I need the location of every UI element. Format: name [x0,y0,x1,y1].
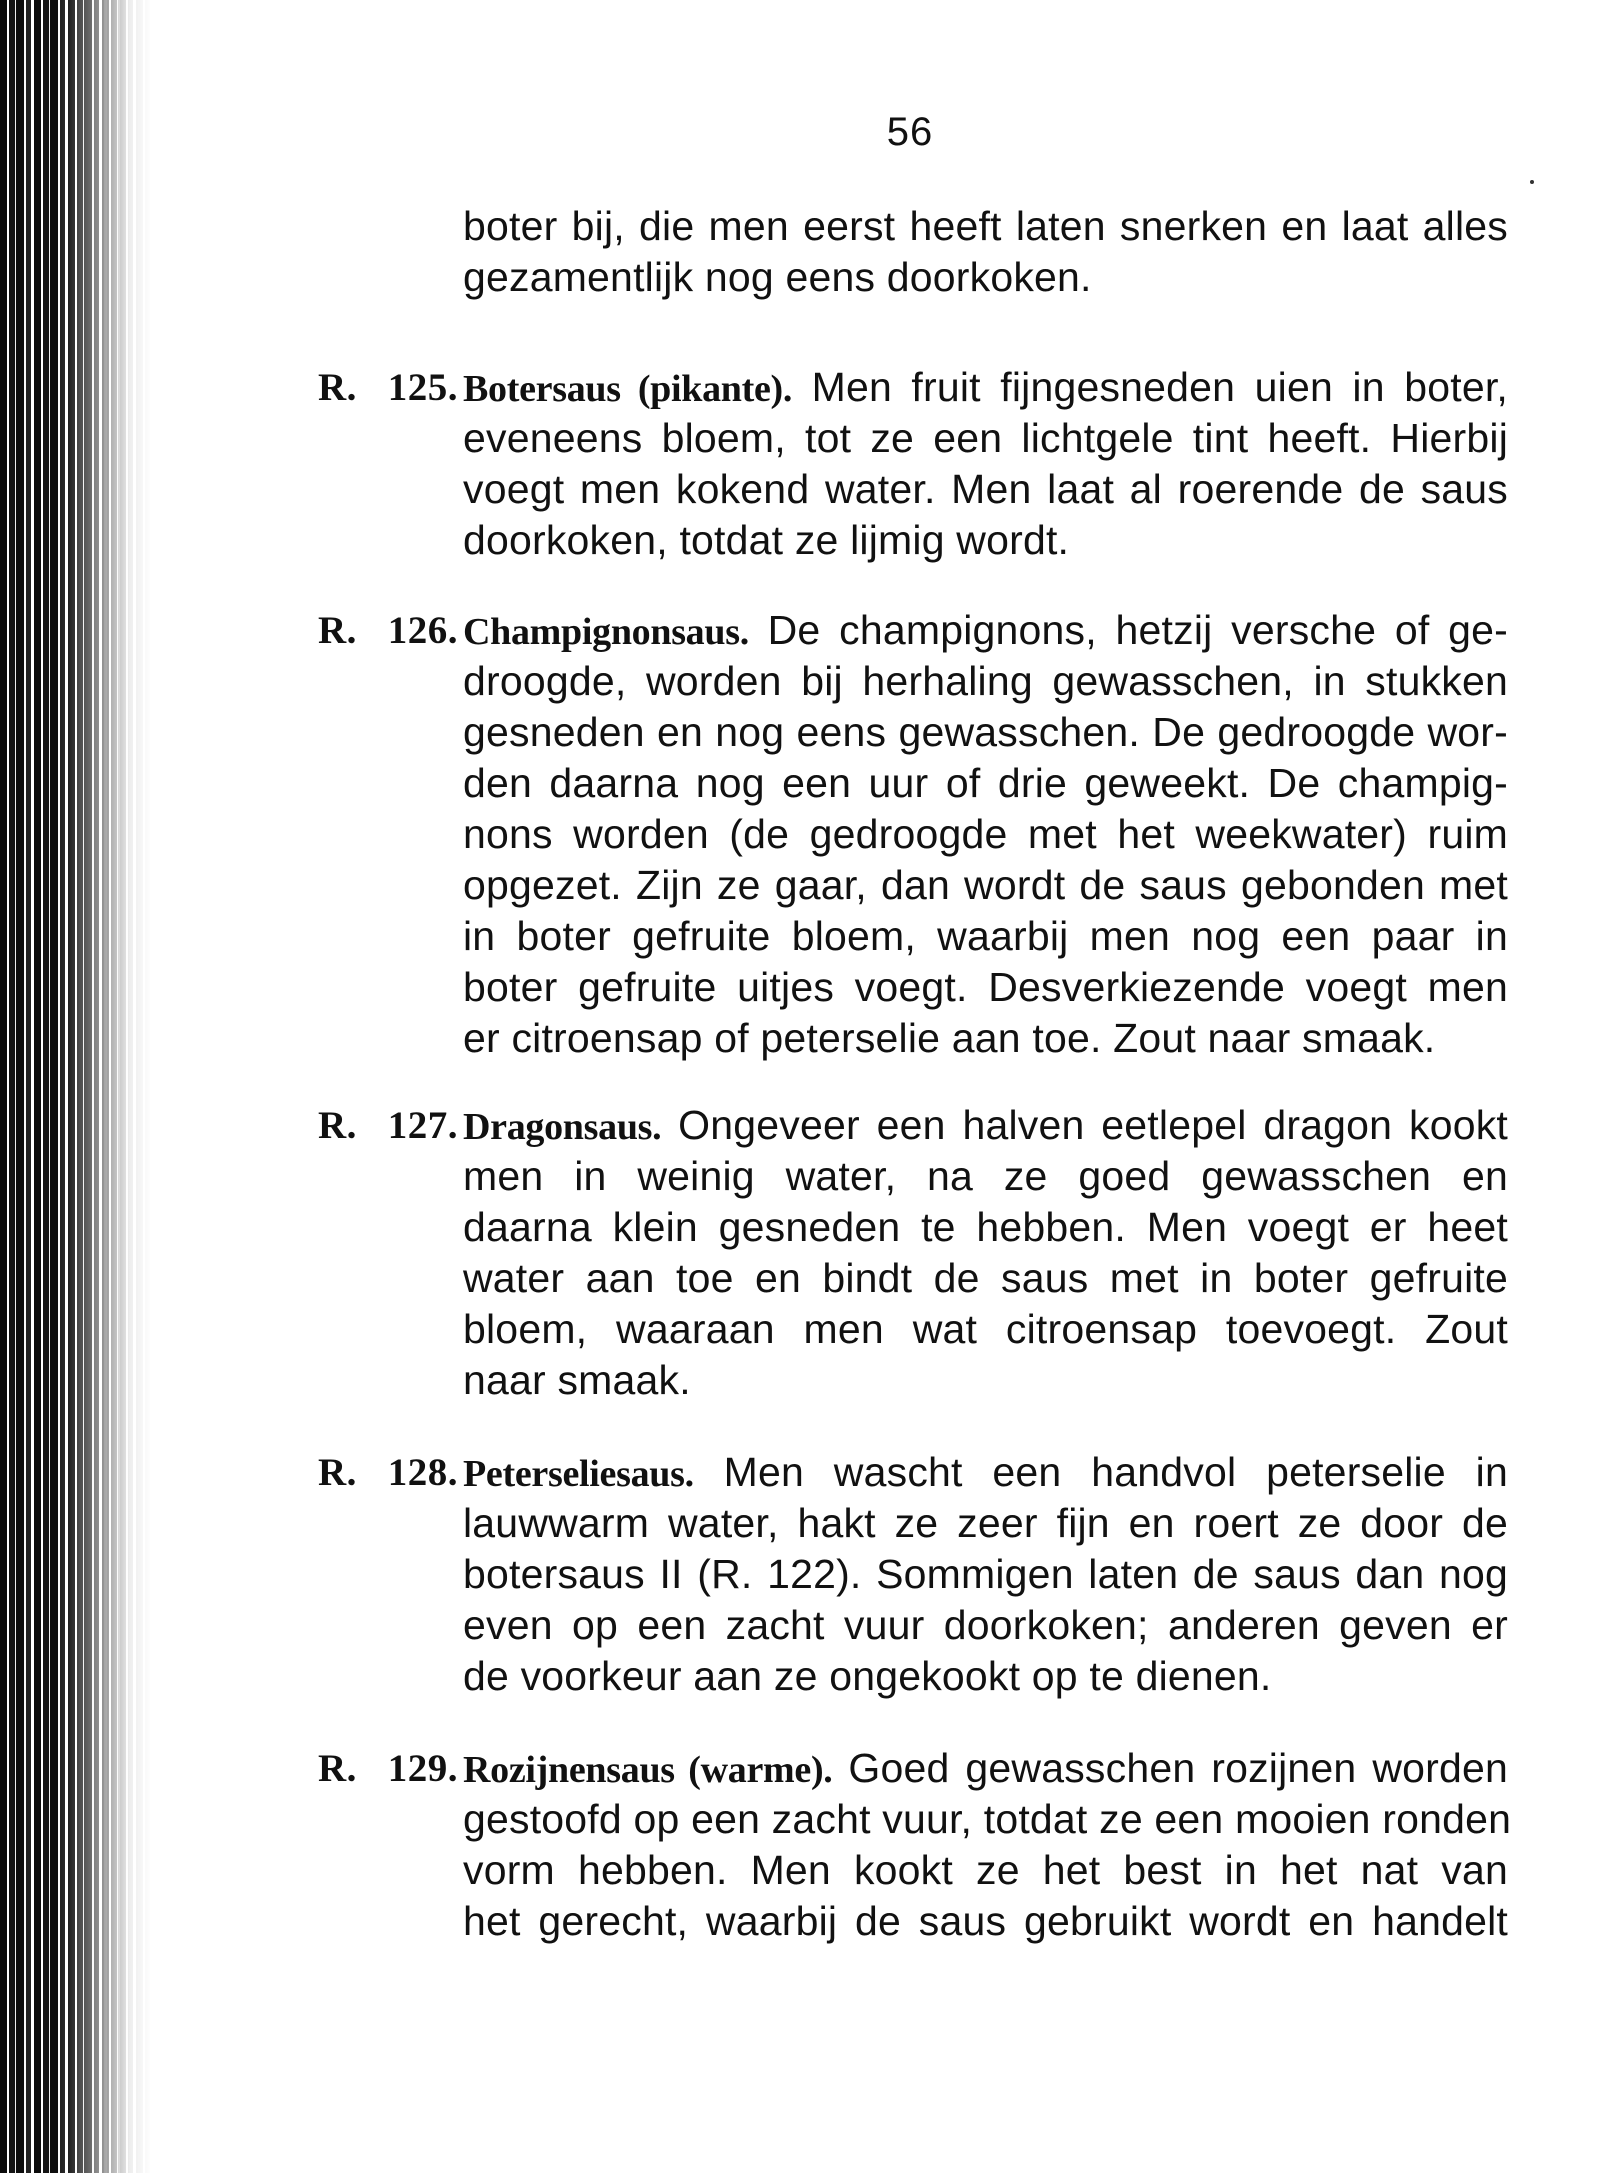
scan-speck [1530,180,1534,184]
recipe-title: Dragonsaus. [463,1106,662,1148]
text-line: doorkoken, totdat ze lijmig wordt. [463,517,1070,563]
text-line: naar smaak. [463,1357,691,1403]
text-line [463,1743,1508,1794]
text-line: gestoofd op een zacht vuur, totdat ze een mooien ronden [463,1796,1512,1842]
text-line: water aan toe en bindt de saus met in boter gefruite [463,1255,1508,1301]
recipe-body [463,605,1508,1064]
recipe-number: R. 129. [318,1747,458,1790]
text-line: nons worden (de gedroogde met het weekwater) ruim [463,811,1508,857]
recipe-title: Peterseliesaus. [463,1453,694,1495]
text-line [463,1100,1508,1151]
recipe-number: R. 127. [318,1104,458,1147]
text-line: voegt men kokend water. Men laat al roerende de saus [463,466,1508,512]
text-line: het gerecht, waarbij de saus gebruikt wordt en handelt [463,1898,1508,1944]
text-line: vorm hebben. Men kookt ze het best in het nat van [463,1847,1508,1893]
text-fragment: Men fruit fijngesneden uien in boter, [792,364,1508,410]
text-line: men in weinig water, na ze goed gewasschen en [463,1153,1508,1199]
scan-binding-fade [62,0,152,2173]
text-line: er citroensap of peterselie aan toe. Zout naar smaak. [463,1015,1436,1061]
recipe-title: Rozijnensaus (warme). [463,1749,833,1791]
text-line [463,605,1508,656]
page-number: 56 [886,110,934,154]
text-line: even op een zacht vuur doorkoken; anderen geven er [463,1602,1508,1648]
text-line: opgezet. Zijn ze gaar, dan wordt de saus gebonden met [463,862,1508,908]
recipe-body [463,1743,1512,1947]
text-line: boter bij, die men eerst heeft laten snerken en laat alles [463,203,1508,249]
text-fragment: Men wascht een handvol peterselie in [693,1449,1508,1495]
text-line: gezamentlijk nog eens doorkoken. [463,254,1092,300]
text-line: de voorkeur aan ze ongekookt op te dienen. [463,1653,1272,1699]
recipe-number: R. 125. [318,366,458,409]
recipe-title: Champignonsaus. [463,611,749,653]
text-fragment: Ongeveer een halven eetlepel dragon kookt [661,1102,1508,1148]
text-line: gesneden en nog eens gewasschen. De gedroogde wor- [463,709,1508,755]
intro-paragraph [463,201,1508,303]
recipe-body [463,1447,1508,1702]
text-line [463,362,1508,413]
text-line [463,1447,1508,1498]
recipe-body [463,1100,1508,1406]
text-fragment: De champignons, hetzij versche of ge- [748,607,1508,653]
text-fragment: Goed gewasschen rozijnen worden [832,1745,1508,1791]
text-line: lauwwarm water, hakt ze zeer fijn en roert ze door de [463,1500,1508,1546]
text-line: botersaus II (R. 122). Sommigen laten de saus dan nog [463,1551,1508,1597]
text-line: bloem, waaraan men wat citroensap toevoegt. Zout [463,1306,1508,1352]
recipe-body [463,362,1508,566]
recipe-title: Botersaus (pikante). [463,368,793,410]
text-line: daarna klein gesneden te hebben. Men voegt er heet [463,1204,1508,1250]
recipe-number: R. 126. [318,609,458,652]
text-line: in boter gefruite bloem, waarbij men nog een paar in [463,913,1508,959]
text-line: eveneens bloem, tot ze een lichtgele tint heeft. Hierbij [463,415,1508,461]
recipe-number: R. 128. [318,1451,458,1494]
text-line: droogde, worden bij herhaling gewasschen, in stukken [463,658,1508,704]
text-line: boter gefruite uitjes voegt. Desverkiezende voegt men [463,964,1508,1010]
text-line: den daarna nog een uur of drie geweekt. De champig- [463,760,1508,806]
